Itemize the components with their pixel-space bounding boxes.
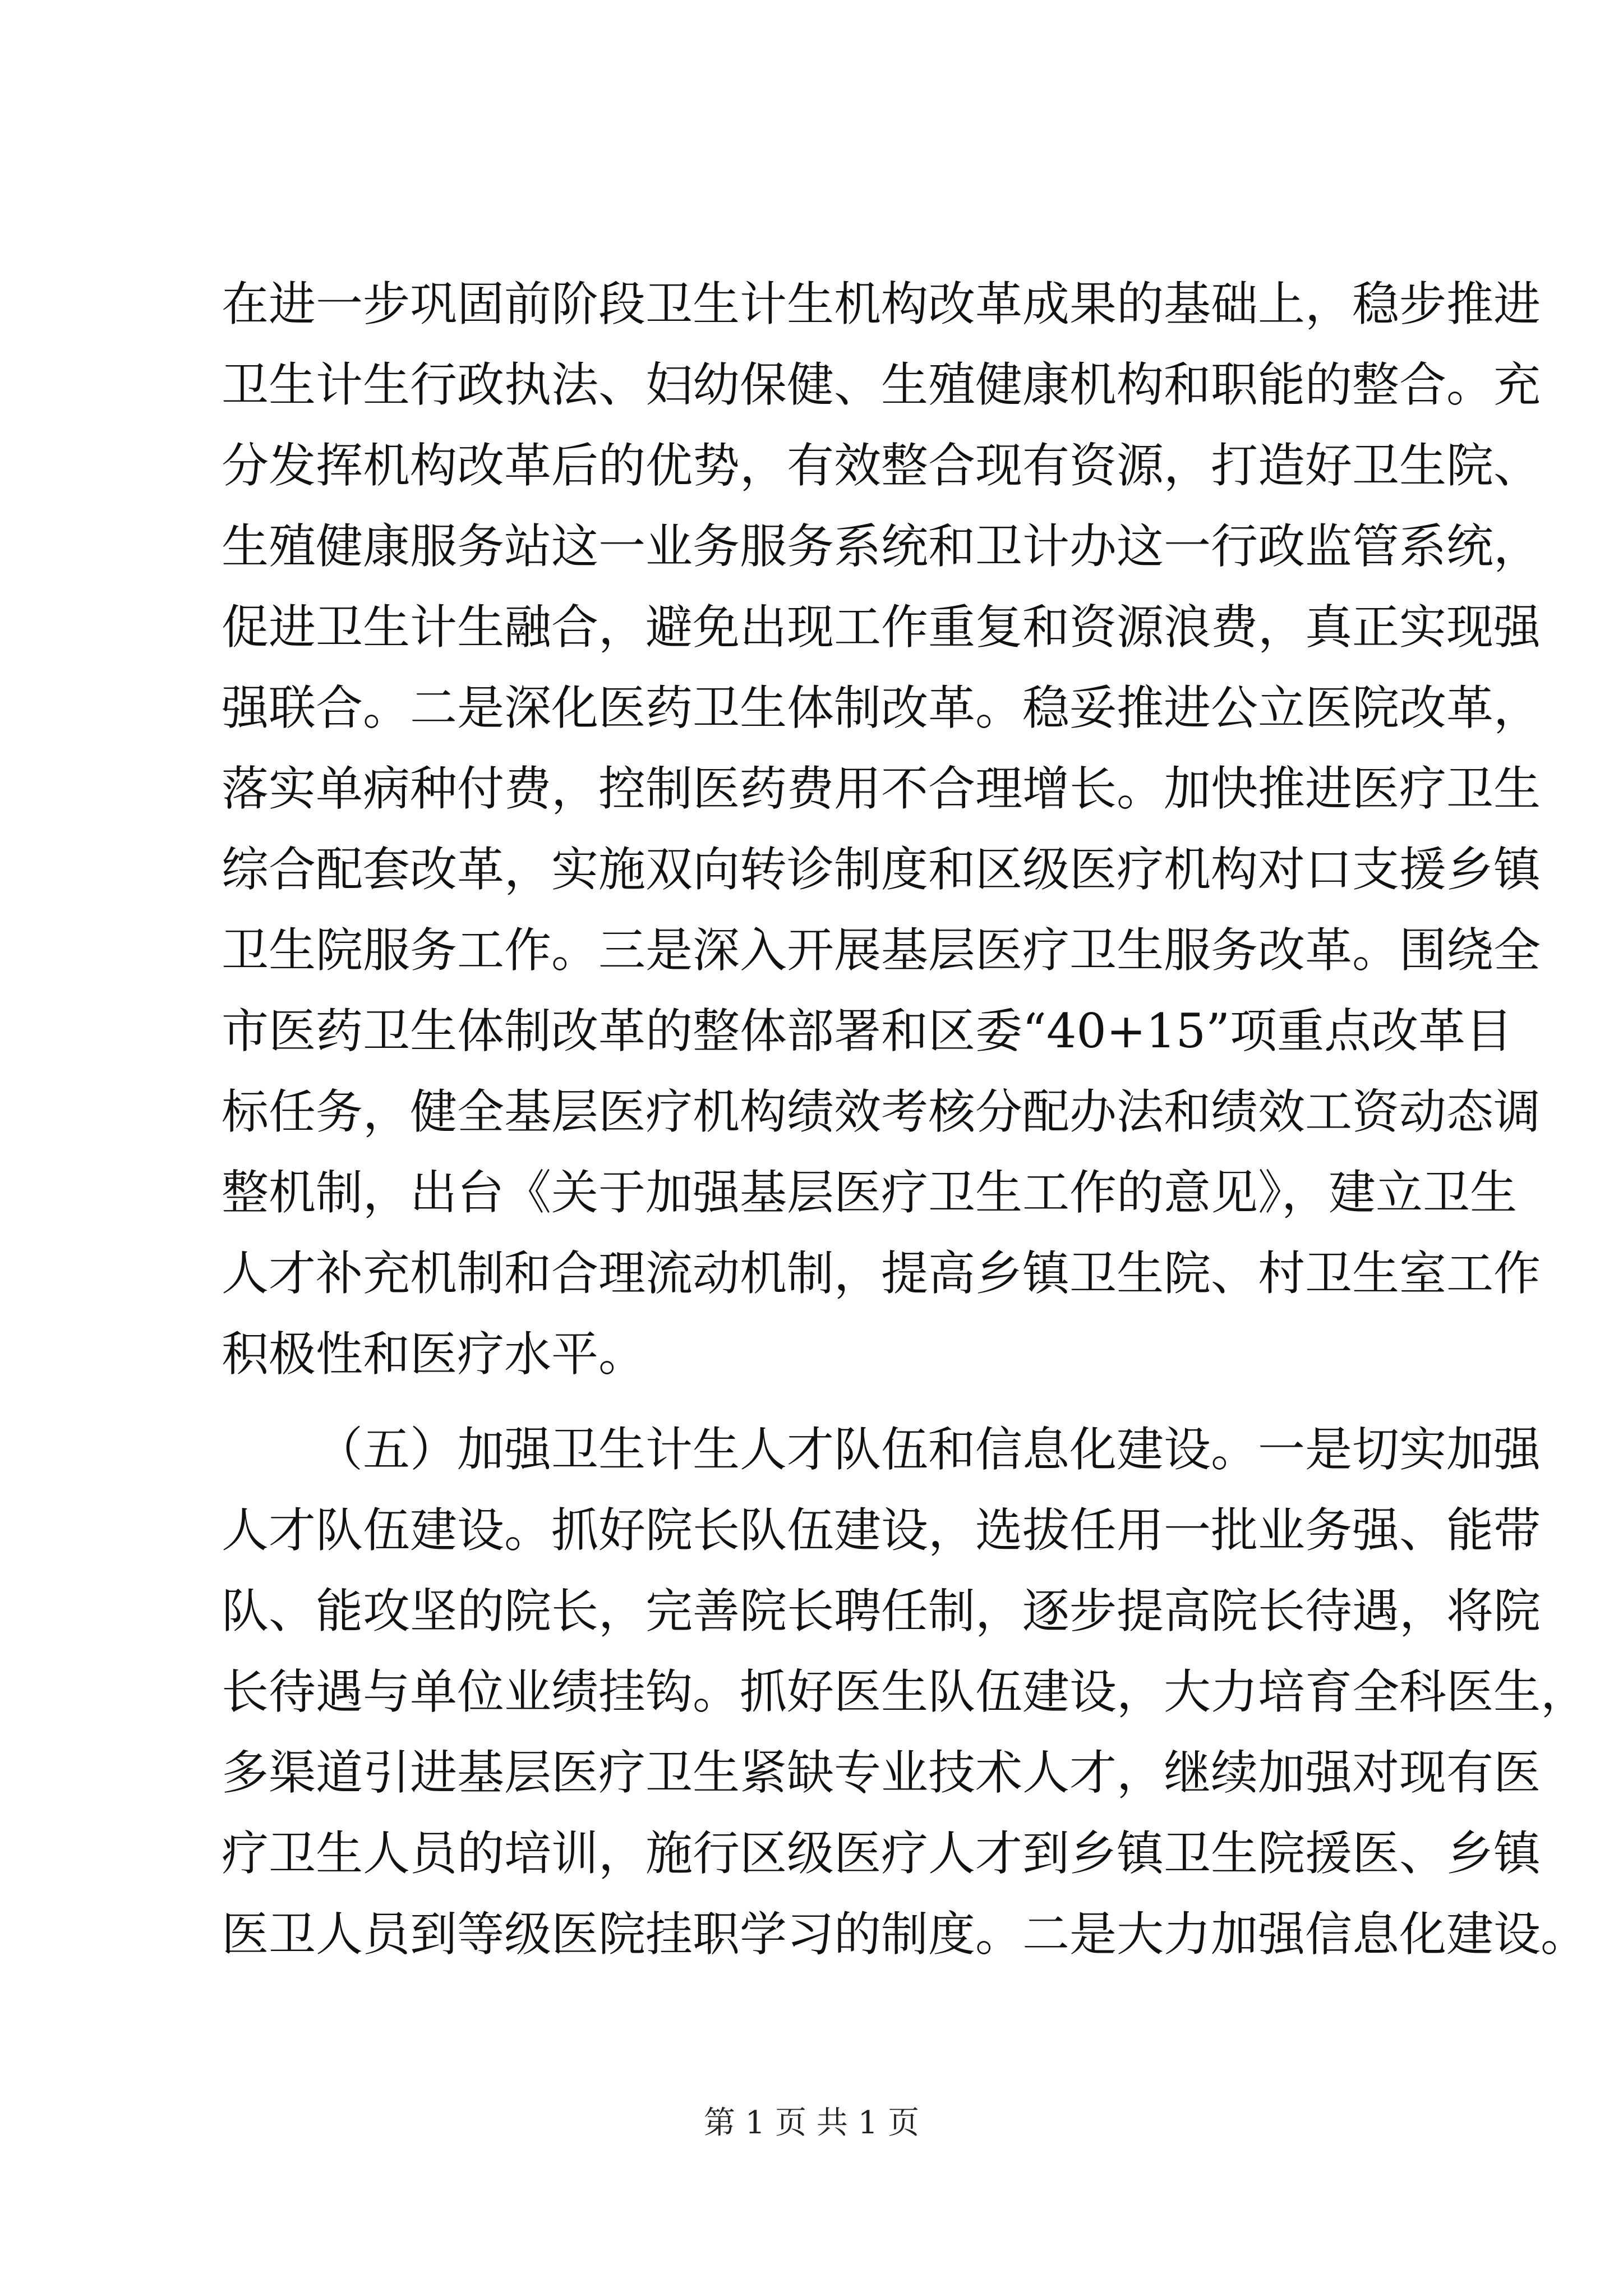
text-line: 疗卫生人员的培训，施行区级医疗人才到乡镇卫生院援医、乡镇 [222,1826,1541,1881]
text-line: 分发挥机构改革后的优势，有效整合现有资源，打造好卫生院、 [222,438,1541,493]
text-line: 强联合。二是深化医药卫生体制改革。稳妥推进公立医院改革， [222,680,1541,735]
text-line: 市医药卫生体制改革的整体部署和区委“40+15”项重点改革目 [222,1004,1513,1059]
document-body [222,264,1588,1975]
text-line: 卫生院服务工作。三是深入开展基层医疗卫生服务改革。围绕全 [222,923,1541,978]
text-line: 人才队伍建设。抓好院长队伍建设，选拔任用一批业务强、能带 [222,1503,1541,1558]
text-line: 队、能攻坚的院长，完善院长聘任制，逐步提高院长待遇，将院 [222,1584,1541,1639]
text-line: 综合配套改革，实施双向转诊制度和区级医疗机构对口支援乡镇 [222,842,1541,897]
text-line: 落实单病种付费，控制医药费用不合理增长。加快推进医疗卫生 [222,761,1541,816]
text-line: 人才补充机制和合理流动机制，提高乡镇卫生院、村卫生室工作 [222,1246,1541,1301]
text-line: 生殖健康服务站这一业务服务系统和卫计办这一行政监管系统， [222,519,1541,574]
text-line: 长待遇与单位业绩挂钩。抓好医生队伍建设，大力培育全科医生， [222,1664,1588,1719]
page-footer: 第 1 页 共 1 页 [703,2105,920,2141]
text-line: （五）加强卫生计生人才队伍和信息化建设。一是切实加强 [316,1422,1541,1477]
paragraph [222,264,1541,1395]
paragraph-gap [222,1395,1438,1409]
text-line: 卫生计生行政执法、妇幼保健、生殖健康机构和职能的整合。充 [222,357,1541,412]
text-line: 整机制，出台《关于加强基层医疗卫生工作的意见》，建立卫生 [222,1165,1518,1220]
text-line: 医卫人员到等级医院挂职学习的制度。二是大力加强信息化建设。 [222,1907,1588,1962]
text-line: 标任务，健全基层医疗机构绩效考核分配办法和绩效工资动态调 [222,1084,1541,1139]
paragraph [222,1409,1588,1975]
text-line: 多渠道引进基层医疗卫生紧缺专业技术人才，继续加强对现有医 [222,1745,1541,1800]
text-line: 积极性和医疗水平。 [222,1327,646,1382]
text-line: 促进卫生计生融合，避免出现工作重复和资源浪费，真正实现强 [222,600,1541,655]
text-line: 在进一步巩固前阶段卫生计生机构改革成果的基础上，稳步推进 [222,277,1541,332]
